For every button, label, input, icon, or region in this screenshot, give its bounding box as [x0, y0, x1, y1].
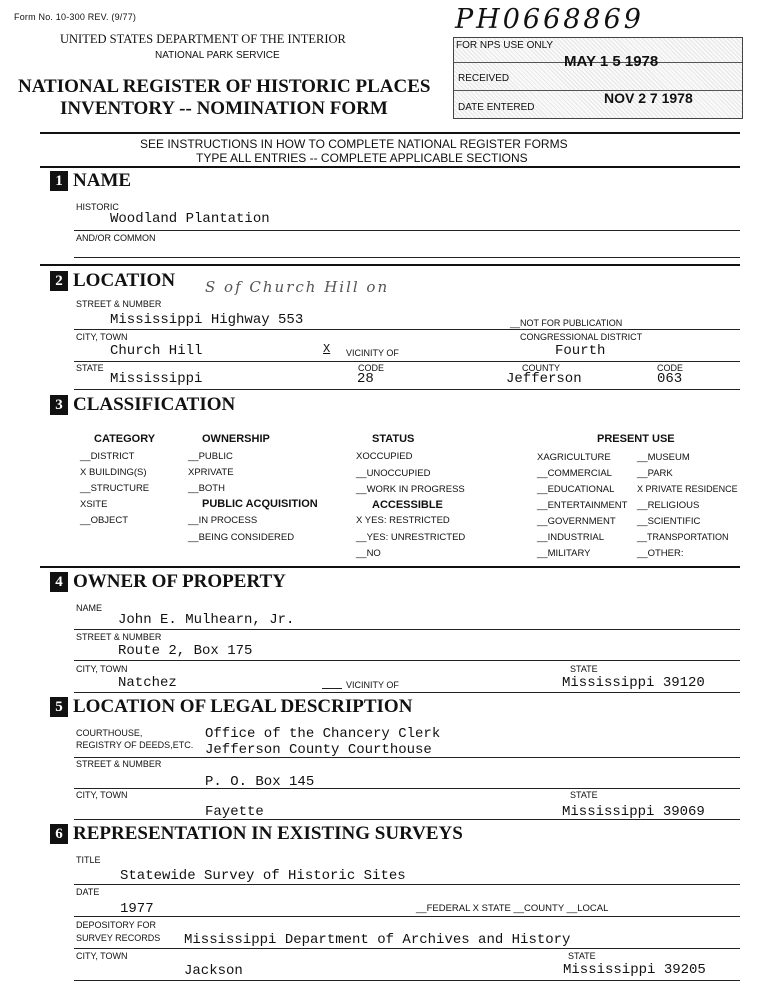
- accessible-header: ACCESSIBLE: [372, 499, 443, 511]
- ownership-header: OWNERSHIP: [202, 433, 270, 445]
- city-value: Church Hill: [110, 343, 203, 359]
- depository-label-1: DEPOSITORY FOR: [76, 920, 157, 930]
- ownership-option: XPRIVATE: [188, 467, 234, 478]
- state-value: Mississippi: [110, 371, 203, 387]
- county-code: 063: [657, 371, 683, 387]
- reference-number: PH0668869: [455, 4, 644, 35]
- date-entered: NOV 2 7 1978: [604, 90, 693, 106]
- section-2-number: 2: [50, 271, 68, 291]
- depository-value: Mississippi Department of Archives and History: [184, 932, 571, 948]
- present-use-header: PRESENT USE: [597, 433, 675, 445]
- section-6-title: REPRESENTATION IN EXISTING SURVEYS: [73, 823, 463, 844]
- historic-label: HISTORIC: [76, 202, 119, 212]
- section-5-number: 5: [50, 697, 68, 717]
- present-use-option: __PARK: [637, 468, 673, 479]
- received-date: MAY 1 5 1978: [564, 53, 659, 70]
- not-for-publication: __NOT FOR PUBLICATION: [510, 318, 623, 328]
- owner-name: John E. Mulhearn, Jr.: [118, 612, 295, 628]
- category-option: __STRUCTURE: [80, 483, 150, 494]
- legal-street-label: STREET & NUMBER: [76, 759, 162, 769]
- category-option: X BUILDING(S): [80, 467, 147, 478]
- department-name: UNITED STATES DEPARTMENT OF THE INTERIOR: [60, 32, 346, 46]
- present-use-option: __OTHER:: [637, 548, 684, 559]
- legal-city-label: CITY, TOWN: [76, 790, 128, 800]
- congressional-district-label: CONGRESSIONAL DISTRICT: [520, 332, 643, 342]
- status-option: __UNOCCUPIED: [356, 468, 431, 479]
- present-use-option: __EDUCATIONAL: [537, 484, 615, 495]
- acquisition-option: __IN PROCESS: [188, 515, 258, 526]
- depository-label-2: SURVEY RECORDS: [76, 933, 161, 943]
- owner-state-label: STATE: [570, 664, 598, 674]
- present-use-option: __RELIGIOUS: [637, 500, 700, 511]
- present-use-option: __GOVERNMENT: [537, 516, 616, 527]
- county-code-label: CODE: [657, 363, 684, 373]
- form-number: Form No. 10-300 REV. (9/77): [14, 12, 137, 22]
- nps-use-label: FOR NPS USE ONLY: [456, 40, 554, 51]
- present-use-option: __SCIENTIFIC: [637, 516, 701, 527]
- registry-label: REGISTRY OF DEEDS,ETC.: [76, 740, 194, 750]
- survey-date: 1977: [120, 901, 154, 917]
- congressional-district: Fourth: [555, 343, 606, 359]
- state-code: 28: [357, 371, 374, 387]
- legal-city: Fayette: [205, 804, 264, 820]
- courthouse-line1: Office of the Chancery Clerk: [205, 726, 441, 742]
- acquisition-option: __BEING CONSIDERED: [188, 532, 295, 543]
- section-2-title: LOCATION: [73, 270, 176, 291]
- access-option: __NO: [356, 548, 381, 559]
- owner-street-label: STREET & NUMBER: [76, 632, 162, 642]
- owner-state: Mississippi 39120: [562, 675, 705, 691]
- county-value: Jefferson: [506, 371, 582, 387]
- instructions-line1: SEE INSTRUCTIONS IN HOW TO COMPLETE NATIONAL REGISTER FORMS: [140, 137, 568, 151]
- city-label: CITY, TOWN: [76, 332, 128, 342]
- public-acquisition-header: PUBLIC ACQUISITION: [202, 498, 318, 510]
- present-use-option: __COMMERCIAL: [537, 468, 612, 479]
- date-entered-label: DATE ENTERED: [458, 102, 535, 113]
- present-use-option: __TRANSPORTATION: [637, 532, 729, 542]
- present-use-option: __MILITARY: [537, 548, 591, 559]
- county-label: COUNTY: [522, 363, 560, 373]
- courthouse-line2: Jefferson County Courthouse: [205, 742, 432, 758]
- status-option: __WORK IN PROGRESS: [356, 484, 465, 495]
- legal-state-label: STATE: [570, 790, 598, 800]
- access-option: X YES: RESTRICTED: [356, 515, 450, 526]
- section-3-title: CLASSIFICATION: [73, 394, 236, 415]
- present-use-option: X PRIVATE RESIDENCE: [637, 484, 738, 494]
- survey-title-label: TITLE: [76, 855, 101, 865]
- category-option: __OBJECT: [80, 515, 129, 526]
- ownership-option: __PUBLIC: [188, 451, 233, 462]
- historic-name: Woodland Plantation: [110, 211, 270, 227]
- survey-date-label: DATE: [76, 887, 100, 897]
- form-title-line1: NATIONAL REGISTER OF HISTORIC PLACES: [18, 76, 431, 97]
- present-use-option: __MUSEUM: [637, 452, 690, 463]
- section-5-title: LOCATION OF LEGAL DESCRIPTION: [73, 696, 413, 717]
- present-use-option: __ENTERTAINMENT: [537, 500, 628, 511]
- section-4-number: 4: [50, 572, 68, 592]
- nps-use-stamp-box: [453, 37, 743, 119]
- common-name-label: AND/OR COMMON: [76, 233, 156, 243]
- survey-title: Statewide Survey of Historic Sites: [120, 868, 406, 884]
- category-header: CATEGORY: [94, 433, 156, 445]
- status-header: STATUS: [372, 433, 415, 445]
- status-option: XOCCUPIED: [356, 451, 413, 462]
- handwritten-note: S of Church Hill on: [205, 278, 390, 296]
- state-label: STATE: [76, 363, 104, 373]
- street-value: Mississippi Highway 553: [110, 312, 304, 328]
- access-option: __YES: UNRESTRICTED: [356, 532, 466, 543]
- street-label: STREET & NUMBER: [76, 299, 162, 309]
- vicinity-label: VICINITY OF: [346, 348, 399, 358]
- section-6-number: 6: [50, 824, 68, 844]
- depository-state-label: STATE: [568, 951, 596, 961]
- received-label: RECEIVED: [458, 73, 510, 84]
- survey-levels: __FEDERAL X STATE __COUNTY __LOCAL: [416, 903, 609, 914]
- legal-street: P. O. Box 145: [205, 774, 315, 790]
- service-name: NATIONAL PARK SERVICE: [155, 50, 280, 61]
- depository-state: Mississippi 39205: [563, 962, 706, 978]
- vicinity-blank: [322, 676, 342, 689]
- category-option: __DISTRICT: [80, 451, 135, 462]
- present-use-option: XAGRICULTURE: [537, 452, 611, 463]
- section-4-title: OWNER OF PROPERTY: [73, 571, 286, 592]
- depository-city-label: CITY, TOWN: [76, 951, 128, 961]
- section-1-number: 1: [50, 171, 68, 191]
- category-option: XSITE: [80, 499, 108, 510]
- vicinity-mark: X: [323, 342, 331, 356]
- owner-name-label: NAME: [76, 603, 103, 613]
- present-use-option: __INDUSTRIAL: [537, 532, 605, 543]
- depository-city: Jackson: [184, 963, 243, 979]
- section-1-title: NAME: [73, 170, 132, 191]
- owner-vicinity-label: VICINITY OF: [346, 680, 399, 690]
- form-title-line2: INVENTORY -- NOMINATION FORM: [60, 98, 388, 119]
- owner-city: Natchez: [118, 675, 177, 691]
- section-3-number: 3: [50, 395, 68, 415]
- courthouse-label: COURTHOUSE,: [76, 728, 143, 738]
- ownership-option: __BOTH: [188, 483, 225, 494]
- owner-city-label: CITY, TOWN: [76, 664, 128, 674]
- legal-state: Mississippi 39069: [562, 804, 705, 820]
- owner-street: Route 2, Box 175: [118, 643, 253, 659]
- instructions-line2: TYPE ALL ENTRIES -- COMPLETE APPLICABLE SECTIONS: [196, 151, 528, 165]
- code-label: CODE: [358, 363, 385, 373]
